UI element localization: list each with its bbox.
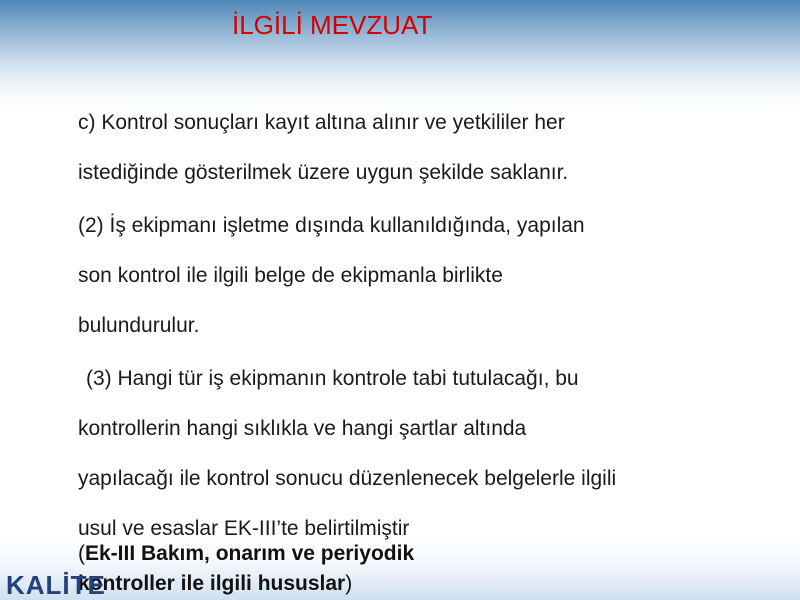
annex-note-line1: Ek-III Bakım, onarım ve periyodik [85,542,415,565]
kalite-logo: KALİTE [6,570,106,600]
paragraph-c [78,98,778,198]
paragraph-line: son kontrol ile ilgili belge de ekipmanla birlikte [78,264,503,287]
paragraph-2 [78,201,778,351]
paragraph-line: usul ve esaslar EK-III’te belirtilmiştir [78,517,410,540]
paragraph-line: (2) İş ekipmanı işletme dışında kullanıldığında, yapılan [78,214,585,237]
paragraph-line: kontrollerin hangi sıklıkla ve hangi şartlar altında [78,417,527,440]
annex-note-close: ) [345,572,353,595]
paragraph-line: c) Kontrol sonuçları kayıt altına alınır ve yetkililer her [78,111,565,134]
annex-note-line2: kontroller ile ilgili hususlar [78,572,346,595]
annex-note [78,539,414,599]
paragraph-line: istediğinde gösterilmek üzere uygun şekilde saklanır. [78,161,569,184]
paragraph-line: bulundurulur. [78,314,200,337]
slide-title: İLGİLİ MEVZUAT [232,10,433,40]
paragraph-line: (3) Hangi tür iş ekipmanın kontrole tabi tutulacağı, bu [86,367,579,390]
paragraph-line: yapılacağı ile kontrol sonucu düzenlenecek belgelerle ilgili [78,467,617,490]
paragraph-3 [78,354,778,554]
regulation-text [78,98,778,557]
annex-note-open: ( [78,542,85,565]
